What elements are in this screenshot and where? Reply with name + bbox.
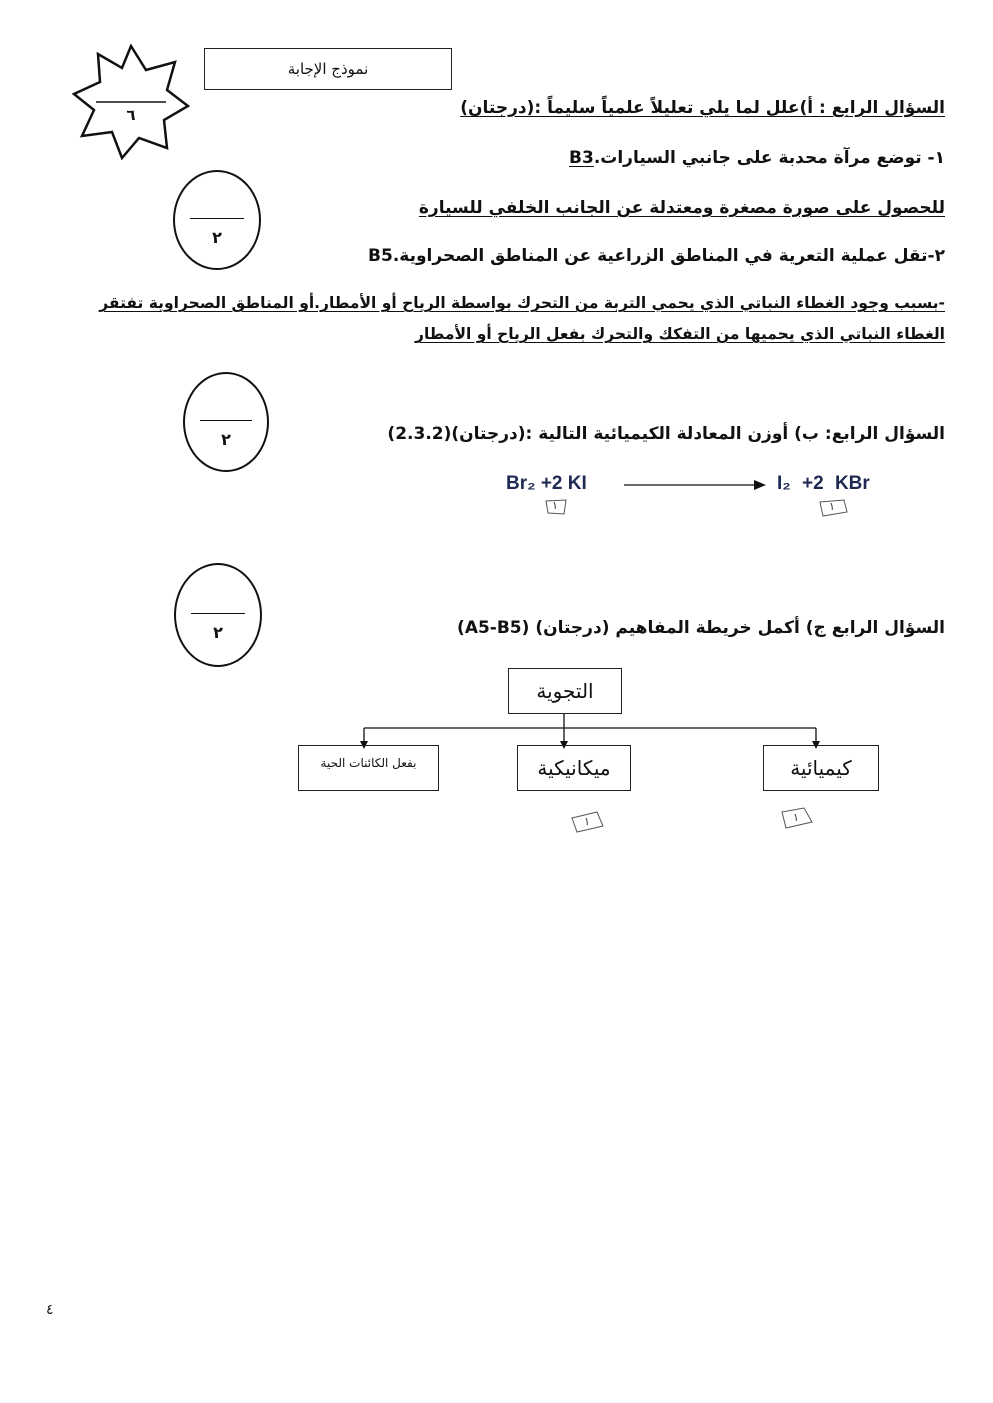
section-b-heading: السؤال الرابع: ب) أوزن المعادلة الكيميائية التالية :(درجتان)(2.3.2) (387, 424, 945, 444)
total-score-value: ٦ (126, 106, 136, 124)
concept-child-chemical-label: كيميائية (790, 756, 852, 780)
equation-reactants: Br₂ +2 KI (506, 473, 587, 494)
question-a2-code: B5 (368, 246, 393, 266)
concept-root-box (508, 668, 622, 714)
equation-mark-right-value: ١ (829, 500, 835, 513)
page-number: ٤ (46, 1302, 54, 1318)
question-a2-text: ٢-تقل عملية التعرية في المناطق الزراعية عن المناطق الصحراوية. (392, 246, 945, 266)
concept-root-label: التجوية (536, 679, 594, 703)
question-a2 (368, 246, 945, 266)
section-c-score: ٢ (213, 623, 223, 642)
section-c-heading: السؤال الرابع ج) أكمل خريطة المفاهيم (درجتان) (A5-B5) (457, 618, 945, 638)
section-c-score-oval (174, 563, 262, 667)
answer-a2-line1: -بسبب وجود الغطاء النباتي الذي يحمي التربة من التحرك بواسطة الرياح أو الأمطار.أو المناطق الصحراوية تفتقر (99, 294, 945, 312)
concept-mark-chemical (780, 806, 814, 830)
section-a-heading: السؤال الرابع : أ)علل لما يلي تعليلاً علمياً سليماً :(درجتان) (460, 98, 945, 118)
reaction-arrow-icon (624, 478, 766, 492)
concept-child-biological (298, 745, 439, 791)
concept-child-biological-label: بفعل الكائنات الحية (320, 756, 417, 770)
concept-mark-mechanical-value: ١ (584, 815, 590, 828)
equation-mark-right (818, 498, 848, 518)
equation-mark-left-value: ١ (552, 499, 558, 512)
concept-child-chemical (763, 745, 879, 791)
equation-products: I₂ +2 KBr (777, 473, 870, 494)
answer-a1: للحصول على صورة مصغرة ومعتدلة عن الجانب الخلفي للسيارة (418, 198, 945, 218)
question-a1-code: B3 (569, 148, 594, 168)
total-score-star (72, 44, 190, 160)
concept-mark-mechanical (569, 810, 605, 834)
section-a-score-oval (173, 170, 261, 270)
answer-key-title: نموذج الإجابة (204, 48, 452, 90)
star-icon (72, 44, 190, 160)
question-a1 (569, 148, 945, 168)
section-a-score: ٢ (212, 228, 222, 247)
equation-mark-left (544, 498, 568, 516)
section-b-score: ٢ (221, 430, 231, 449)
concept-mark-chemical-value: ١ (793, 811, 799, 824)
section-b-score-oval (183, 372, 269, 472)
answer-a2-line2: الغطاء النباتي الذي يحميها من التفكك والتحرك بفعل الرياح أو الأمطار (415, 325, 945, 343)
concept-child-mechanical (517, 745, 631, 791)
question-a1-text: ١- توضع مرآة محدبة على جانبي السيارات. (593, 148, 945, 168)
concept-child-mechanical-label: ميكانيكية (537, 756, 611, 780)
